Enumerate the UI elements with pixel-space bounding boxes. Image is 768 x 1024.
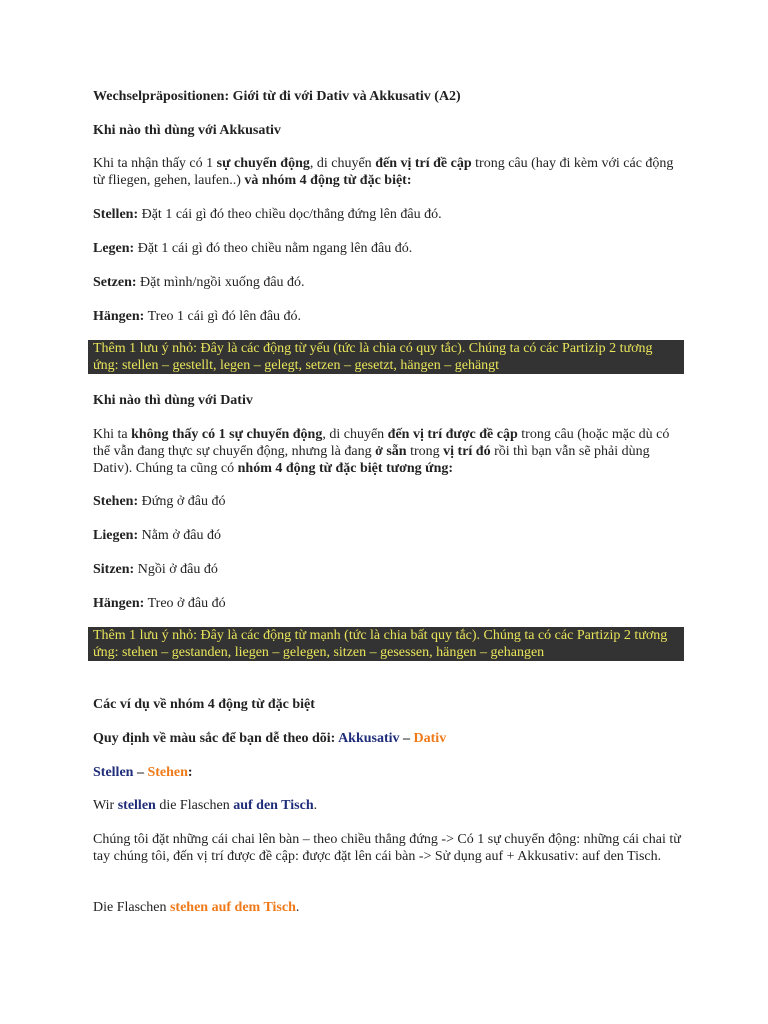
dativ-label: Dativ (413, 731, 447, 746)
verb-pair-heading: Stellen – Stehen: (93, 765, 193, 780)
verb-sitzen: Sitzen: Ngồi ở đâu đó (93, 562, 218, 577)
document-title: Wechselpräpositionen: Giới từ đi với Dativ và Akkusativ (A2) (93, 89, 461, 104)
color-rule: Quy định về màu sắc để bạn dễ theo dõi: Akkusativ – Dativ (93, 731, 447, 746)
dativ-intro: Khi ta không thấy có 1 sự chuyển động, di chuyển đến vị trí được đề cập trong câu (hoặc mặc dù có thể vẫn đang thực sự chuyển động, nhưng là đang ở sẵn trong vị trí đó rồi thì bạn vẫn sẽ phải dùng Dativ). Chúng ta cũng có nhóm 4 động từ đặc biệt tương ứng: (93, 427, 670, 476)
verb-haengen-akk: Hängen: Treo 1 cái gì đó lên đâu đó. (93, 309, 302, 324)
verb-liegen: Liegen: Nằm ở đâu đó (93, 528, 221, 543)
verb-haengen-dat: Hängen: Treo ở đâu đó (93, 596, 226, 611)
verb-stehen: Stehen: Đứng ở đâu đó (93, 494, 226, 509)
dativ-heading: Khi nào thì dùng với Dativ (93, 393, 253, 408)
examples-heading: Các ví dụ về nhóm 4 động từ đặc biệt (93, 697, 315, 712)
verb-setzen: Setzen: Đặt mình/ngồi xuống đâu đó. (93, 275, 305, 290)
akkusativ-label: Akkusativ (338, 731, 400, 746)
verb-stellen: Stellen: Đặt 1 cái gì đó theo chiều dọc/thẳng đứng lên đâu đó. (93, 207, 442, 222)
akkusativ-intro: Khi ta nhận thấy có 1 sự chuyển động, di chuyển đến vị trí đề cập trong câu (hay đi kèm với các động từ fliegen, gehen, laufen..) và nhóm 4 động từ đặc biệt: (93, 156, 674, 188)
example-sentence-dat: Die Flaschen stehen auf dem Tisch. (93, 900, 300, 915)
akkusativ-note: Thêm 1 lưu ý nhỏ: Đây là các động từ yếu (tức là chia có quy tắc). Chúng ta có các Partizip 2 tương ứng: stellen – gestellt, legen – gelegt, setzen – gesetzt, hängen – gehängt (88, 340, 684, 374)
akkusativ-heading: Khi nào thì dùng với Akkusativ (93, 123, 281, 138)
example-explanation: Chúng tôi đặt những cái chai lên bàn – theo chiều thẳng đứng -> Có 1 sự chuyển động: những cái chai từ tay chúng tôi, đến vị trí được đề cập: được đặt lên cái bàn -> Sử dụng auf + Akkusativ: auf den Tisch. (93, 832, 681, 864)
verb-legen: Legen: Đặt 1 cái gì đó theo chiều nằm ngang lên đâu đó. (93, 241, 413, 256)
example-sentence-akk: Wir stellen die Flaschen auf den Tisch. (93, 798, 318, 813)
dativ-note: Thêm 1 lưu ý nhỏ: Đây là các động từ mạnh (tức là chia bất quy tắc). Chúng ta có các Partizip 2 tương ứng: stehen – gestanden, liegen – gelegen, sitzen – gesessen, hängen – gehangen (88, 627, 684, 661)
